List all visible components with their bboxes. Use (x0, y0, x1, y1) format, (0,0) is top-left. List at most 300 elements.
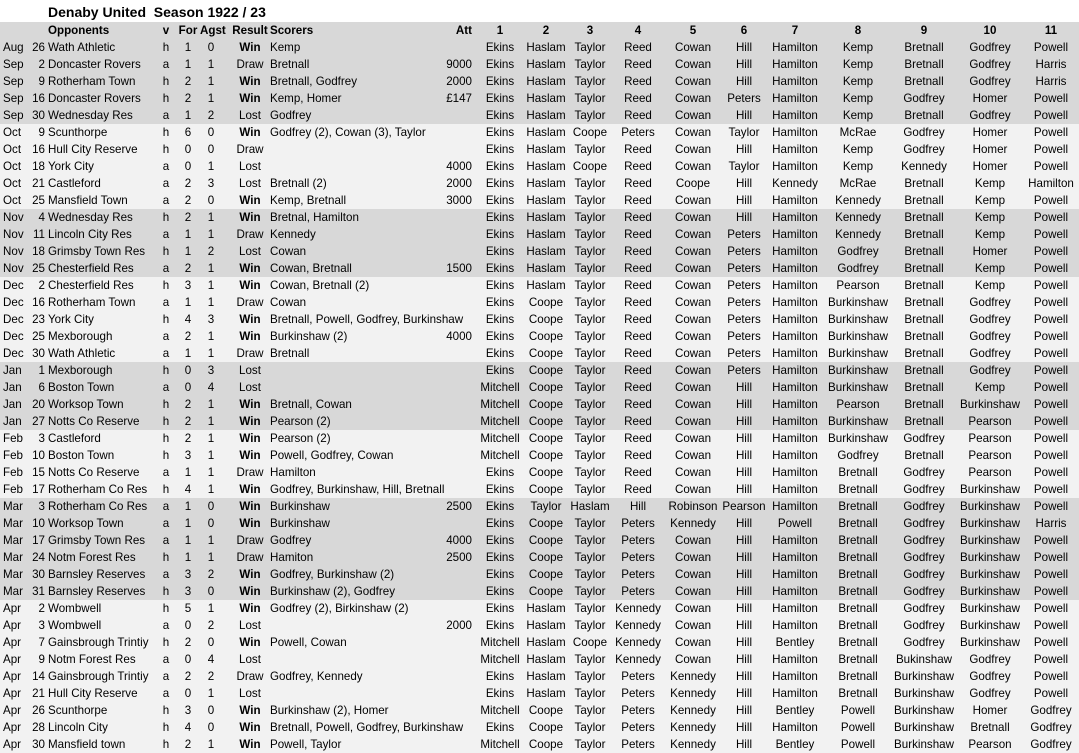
cell-attendance: 2500 (446, 551, 472, 564)
cell-opponent: Wednesday Res (48, 211, 133, 224)
cell-day: 9 (38, 653, 45, 666)
cell-player-3: Taylor (574, 602, 606, 615)
table-row (0, 362, 1079, 379)
cell-player-11: Powell (1033, 126, 1069, 139)
cell-month: Nov (3, 262, 24, 275)
cell-player-6: Hill (735, 653, 753, 666)
cell-month: Dec (3, 313, 24, 326)
cell-goals-for: 2 (184, 738, 192, 751)
cell-venue: a (162, 687, 170, 700)
cell-player-9: Godfrey (903, 636, 945, 649)
cell-goals-for: 2 (184, 636, 192, 649)
cell-player-7: Hamilton (772, 721, 818, 734)
cell-player-9: Godfrey (903, 619, 945, 632)
cell-goals-against: 1 (207, 75, 215, 88)
cell-player-6: Peters (727, 228, 761, 241)
cell-player-4: Reed (624, 75, 652, 88)
cell-player-4: Reed (624, 194, 652, 207)
cell-player-9: Bretnall (904, 109, 944, 122)
cell-player-11: Powell (1033, 602, 1069, 615)
cell-player-5: Cowan (674, 534, 712, 547)
cell-player-11: Powell (1033, 653, 1069, 666)
cell-opponent: Grimsby Town Res (48, 534, 146, 547)
cell-result: Win (239, 126, 261, 139)
cell-opponent: Rotherham Town (48, 296, 136, 309)
cell-attendance: 4000 (446, 534, 472, 547)
table-row (0, 532, 1079, 549)
cell-opponent: Rotherham Co Res (48, 500, 148, 513)
cell-month: Jan (3, 415, 22, 428)
cell-player-10: Burkinshaw (960, 398, 1020, 411)
cell-result: Lost (239, 177, 261, 190)
cell-player-8: McRae (839, 126, 877, 139)
cell-player-11: Powell (1033, 534, 1069, 547)
cell-venue: a (162, 466, 170, 479)
cell-result: Draw (236, 347, 264, 360)
cell-scorers: Kemp (270, 41, 301, 54)
cell-player-11: Powell (1033, 211, 1069, 224)
cell-opponent: Mexborough (48, 364, 113, 377)
cell-player-7: Hamilton (772, 245, 818, 258)
cell-player-1: Ekins (485, 41, 515, 54)
table-row (0, 600, 1079, 617)
table-row (0, 56, 1079, 73)
cell-result: Draw (236, 143, 264, 156)
cell-result: Win (239, 262, 261, 275)
cell-player-7: Hamilton (772, 466, 818, 479)
cell-player-9: Bretnall (904, 75, 944, 88)
cell-attendance (430, 566, 472, 583)
cell-opponent: Barnsley Reserves (48, 585, 146, 598)
cell-player-11: Powell (1033, 568, 1069, 581)
cell-player-1: Ekins (485, 143, 515, 156)
cell-goals-against: 1 (207, 415, 215, 428)
cell-month: Apr (3, 738, 22, 751)
cell-venue: a (162, 109, 170, 122)
cell-goals-for: 1 (184, 551, 192, 564)
cell-player-4: Reed (624, 313, 652, 326)
table-row (0, 311, 1079, 328)
cell-player-2: Haslam (526, 602, 566, 615)
cell-player-1: Ekins (485, 330, 515, 343)
cell-venue: a (162, 517, 170, 530)
cell-player-5: Cowan (674, 483, 712, 496)
cell-result: Win (239, 279, 261, 292)
cell-day: 30 (32, 738, 45, 751)
cell-player-1: Ekins (485, 568, 515, 581)
cell-player-2: Coope (528, 483, 564, 496)
cell-scorers: Burkinshaw (2) (270, 330, 348, 343)
cell-attendance: 2500 (446, 500, 472, 513)
cell-player-10: Pearson (968, 466, 1012, 479)
cell-player-11: Powell (1033, 143, 1069, 156)
cell-player-5: Robinson (668, 500, 718, 513)
header-player-4: 4 (634, 24, 642, 37)
cell-month: Nov (3, 228, 24, 241)
cell-player-2: Haslam (526, 670, 566, 683)
cell-player-5: Cowan (674, 109, 712, 122)
cell-player-6: Hill (735, 551, 753, 564)
cell-player-10: Godfrey (969, 653, 1011, 666)
cell-player-2: Haslam (526, 619, 566, 632)
cell-venue: h (162, 211, 170, 224)
cell-goals-against: 0 (207, 585, 215, 598)
cell-player-11: Powell (1033, 398, 1069, 411)
cell-player-1: Ekins (485, 245, 515, 258)
cell-scorers: Hamilton (270, 466, 316, 479)
cell-player-8: Pearson (836, 279, 880, 292)
cell-goals-for: 1 (184, 466, 192, 479)
cell-player-2: Coope (528, 398, 564, 411)
cell-player-6: Hill (735, 585, 753, 598)
cell-player-11: Powell (1033, 109, 1069, 122)
cell-player-4: Reed (624, 483, 652, 496)
cell-player-7: Hamilton (772, 432, 818, 445)
header-player-7: 7 (791, 24, 799, 37)
cell-player-8: McRae (839, 177, 877, 190)
cell-player-3: Taylor (574, 415, 606, 428)
cell-player-6: Hill (735, 41, 753, 54)
cell-goals-for: 6 (184, 126, 192, 139)
table-row (0, 345, 1079, 362)
table-row (0, 447, 1079, 464)
cell-venue: a (162, 58, 170, 71)
cell-player-8: Burkinshaw (828, 432, 888, 445)
cell-result: Win (239, 500, 261, 513)
cell-scorers: Bretnall, Godfrey (270, 75, 357, 88)
cell-player-8: Bretnall (838, 483, 878, 496)
cell-player-2: Haslam (526, 109, 566, 122)
cell-player-1: Ekins (485, 347, 515, 360)
cell-player-8: Bretnall (838, 551, 878, 564)
cell-player-11: Powell (1033, 194, 1069, 207)
cell-player-1: Mitchell (480, 398, 520, 411)
cell-player-4: Kennedy (615, 619, 661, 632)
cell-opponent: Grimsby Town Res (48, 245, 146, 258)
cell-player-5: Cowan (674, 296, 712, 309)
header-row (0, 22, 1079, 39)
header-player-1: 1 (496, 24, 504, 37)
cell-player-6: Hill (735, 415, 753, 428)
cell-player-3: Taylor (574, 432, 606, 445)
cell-player-4: Reed (624, 432, 652, 445)
cell-goals-against: 1 (207, 58, 215, 71)
cell-player-4: Reed (624, 398, 652, 411)
cell-result: Win (239, 568, 261, 581)
cell-player-11: Powell (1033, 41, 1069, 54)
cell-scorers: Godfrey (270, 534, 312, 547)
cell-opponent: Doncaster Rovers (48, 58, 141, 71)
cell-venue: a (162, 330, 170, 343)
table-row (0, 549, 1079, 566)
table-row (0, 481, 1079, 498)
cell-opponent: Hull City Reserve (48, 687, 138, 700)
cell-player-9: Godfrey (903, 551, 945, 564)
header-venue: v (162, 24, 170, 37)
cell-day: 3 (38, 619, 45, 632)
cell-scorers: Hamiton (270, 551, 314, 564)
cell-player-3: Coope (572, 126, 608, 139)
cell-player-5: Cowan (674, 160, 712, 173)
cell-result: Win (239, 517, 261, 530)
cell-player-4: Kennedy (615, 653, 661, 666)
cell-player-8: Kemp (842, 160, 874, 173)
cell-attendance (430, 243, 472, 260)
cell-player-2: Coope (528, 568, 564, 581)
cell-attendance (430, 464, 472, 481)
cell-scorers: Godfrey, Burkinshaw, Hill, Bretnall (270, 483, 445, 496)
cell-goals-against: 1 (207, 432, 215, 445)
cell-player-10: Homer (972, 704, 1008, 717)
cell-day: 11 (32, 228, 45, 241)
cell-attendance: 2000 (446, 177, 472, 190)
cell-player-10: Homer (972, 245, 1008, 258)
cell-player-6: Peters (727, 347, 761, 360)
cell-player-1: Ekins (485, 500, 515, 513)
cell-goals-against: 0 (207, 704, 215, 717)
cell-day: 2 (38, 602, 45, 615)
cell-player-9: Bretnall (904, 449, 944, 462)
cell-player-4: Reed (624, 381, 652, 394)
header-goals-against: Agst (200, 24, 226, 37)
cell-goals-against: 0 (207, 126, 215, 139)
cell-player-9: Bretnall (904, 364, 944, 377)
cell-month: Apr (3, 721, 22, 734)
header-player-5: 5 (689, 24, 697, 37)
cell-goals-for: 4 (184, 721, 192, 734)
cell-player-5: Cowan (674, 449, 712, 462)
cell-day: 16 (32, 143, 45, 156)
cell-player-1: Ekins (485, 160, 515, 173)
cell-player-7: Hamilton (772, 551, 818, 564)
cell-player-5: Cowan (674, 194, 712, 207)
cell-attendance (430, 583, 472, 600)
cell-result: Lost (239, 653, 261, 666)
cell-goals-against: 2 (207, 245, 215, 258)
cell-opponent: Notts Co Reserve (48, 466, 140, 479)
cell-result: Win (239, 738, 261, 751)
cell-player-4: Reed (624, 41, 652, 54)
cell-month: Sep (3, 75, 24, 88)
cell-player-6: Hill (735, 483, 753, 496)
cell-player-4: Peters (621, 687, 655, 700)
cell-scorers: Bretnal, Hamilton (270, 211, 359, 224)
header-player-9: 9 (920, 24, 928, 37)
cell-player-6: Peters (727, 296, 761, 309)
cell-player-1: Ekins (485, 670, 515, 683)
cell-player-9: Godfrey (903, 517, 945, 530)
cell-player-10: Godfrey (969, 296, 1011, 309)
cell-result: Win (239, 330, 261, 343)
cell-attendance (430, 277, 472, 294)
cell-result: Lost (239, 109, 261, 122)
cell-player-2: Coope (528, 432, 564, 445)
table-row (0, 243, 1079, 260)
cell-player-6: Hill (735, 704, 753, 717)
cell-player-7: Hamilton (772, 585, 818, 598)
table-row (0, 277, 1079, 294)
cell-goals-against: 1 (207, 534, 215, 547)
cell-day: 7 (38, 636, 45, 649)
cell-attendance: 3000 (446, 194, 472, 207)
cell-scorers: Kemp, Bretnall (270, 194, 347, 207)
cell-day: 6 (38, 381, 45, 394)
cell-goals-for: 0 (184, 160, 192, 173)
cell-player-6: Hill (735, 432, 753, 445)
cell-player-9: Bretnall (904, 262, 944, 275)
cell-player-2: Haslam (526, 75, 566, 88)
cell-goals-for: 1 (184, 109, 192, 122)
cell-result: Win (239, 602, 261, 615)
table-row (0, 702, 1079, 719)
cell-goals-against: 0 (207, 194, 215, 207)
cell-result: Win (239, 415, 261, 428)
cell-player-10: Godfrey (969, 41, 1011, 54)
cell-player-1: Mitchell (480, 738, 520, 751)
cell-player-4: Reed (624, 296, 652, 309)
cell-opponent: Castleford (48, 432, 101, 445)
cell-goals-for: 0 (184, 381, 192, 394)
cell-player-2: Haslam (526, 177, 566, 190)
cell-player-5: Kennedy (670, 704, 716, 717)
cell-player-7: Hamilton (772, 194, 818, 207)
cell-player-3: Taylor (574, 449, 606, 462)
cell-day: 21 (32, 177, 45, 190)
cell-venue: h (162, 398, 170, 411)
cell-goals-for: 3 (184, 568, 192, 581)
cell-player-3: Taylor (574, 551, 606, 564)
cell-opponent: York City (48, 313, 94, 326)
cell-month: Apr (3, 704, 22, 717)
cell-player-2: Coope (528, 330, 564, 343)
cell-player-8: Bretnall (838, 619, 878, 632)
cell-player-8: Godfrey (837, 262, 879, 275)
cell-opponent: Scunthorpe (48, 126, 108, 139)
cell-player-10: Kemp (974, 228, 1006, 241)
cell-player-11: Godfrey (1030, 738, 1072, 751)
cell-player-3: Taylor (574, 568, 606, 581)
cell-player-3: Taylor (574, 279, 606, 292)
cell-month: Dec (3, 279, 24, 292)
cell-player-5: Cowan (674, 653, 712, 666)
cell-attendance: 1500 (446, 262, 472, 275)
cell-player-11: Powell (1033, 500, 1069, 513)
cell-player-4: Peters (621, 738, 655, 751)
table-row (0, 260, 1079, 277)
cell-player-8: Godfrey (837, 449, 879, 462)
cell-day: 21 (32, 687, 45, 700)
cell-month: Mar (3, 534, 23, 547)
cell-player-6: Hill (735, 687, 753, 700)
cell-player-7: Hamilton (772, 262, 818, 275)
cell-month: Apr (3, 670, 22, 683)
cell-opponent: Barnsley Reserves (48, 568, 146, 581)
cell-player-10: Burkinshaw (960, 568, 1020, 581)
cell-player-9: Bretnall (904, 381, 944, 394)
cell-day: 25 (32, 194, 45, 207)
cell-month: Jan (3, 398, 22, 411)
cell-goals-for: 1 (184, 245, 192, 258)
cell-player-8: Burkinshaw (828, 313, 888, 326)
cell-player-2: Haslam (526, 687, 566, 700)
cell-opponent: Gainsbrough Trintiy (48, 670, 149, 683)
cell-attendance (430, 430, 472, 447)
cell-day: 28 (32, 721, 45, 734)
cell-venue: a (162, 347, 170, 360)
cell-day: 23 (32, 313, 45, 326)
cell-scorers: Cowan, Bretnall (270, 262, 352, 275)
cell-player-11: Powell (1033, 619, 1069, 632)
cell-player-8: Burkinshaw (828, 330, 888, 343)
cell-player-8: Bretnall (838, 670, 878, 683)
cell-player-8: Kemp (842, 109, 874, 122)
cell-player-7: Hamilton (772, 58, 818, 71)
table-row (0, 73, 1079, 90)
cell-player-8: Bretnall (838, 585, 878, 598)
cell-player-11: Powell (1033, 296, 1069, 309)
cell-goals-for: 2 (184, 670, 192, 683)
cell-player-4: Peters (621, 568, 655, 581)
cell-goals-against: 2 (207, 619, 215, 632)
cell-player-9: Godfrey (903, 143, 945, 156)
cell-player-10: Burkinshaw (960, 551, 1020, 564)
cell-player-11: Powell (1033, 449, 1069, 462)
cell-player-1: Ekins (485, 296, 515, 309)
cell-attendance (430, 107, 472, 124)
cell-player-1: Mitchell (480, 653, 520, 666)
cell-day: 16 (32, 92, 45, 105)
cell-day: 24 (32, 551, 45, 564)
cell-player-3: Taylor (574, 330, 606, 343)
cell-player-6: Hill (735, 143, 753, 156)
cell-player-4: Reed (624, 330, 652, 343)
cell-player-9: Burkinshaw (894, 738, 954, 751)
cell-month: Dec (3, 347, 24, 360)
cell-player-9: Bretnall (904, 279, 944, 292)
cell-player-4: Reed (624, 245, 652, 258)
cell-result: Win (239, 704, 261, 717)
cell-attendance (430, 634, 472, 651)
header-month (3, 22, 25, 39)
cell-player-5: Cowan (674, 568, 712, 581)
cell-player-4: Peters (621, 704, 655, 717)
cell-goals-for: 1 (184, 228, 192, 241)
cell-player-5: Cowan (674, 585, 712, 598)
cell-venue: a (162, 381, 170, 394)
cell-day: 26 (32, 41, 45, 54)
cell-attendance (430, 515, 472, 532)
cell-month: Sep (3, 109, 24, 122)
cell-day: 2 (38, 279, 45, 292)
cell-player-9: Burkinshaw (894, 670, 954, 683)
cell-player-10: Homer (972, 92, 1008, 105)
cell-goals-against: 1 (207, 483, 215, 496)
cell-venue: a (162, 534, 170, 547)
cell-player-7: Hamilton (772, 364, 818, 377)
cell-player-8: Powell (840, 704, 876, 717)
cell-result: Win (239, 75, 261, 88)
table-row (0, 617, 1079, 634)
cell-player-4: Peters (621, 670, 655, 683)
cell-player-1: Ekins (485, 585, 515, 598)
cell-opponent: Worksop Town (48, 398, 124, 411)
cell-player-9: Bretnall (904, 228, 944, 241)
cell-attendance (430, 668, 472, 685)
cell-scorers: Godfrey (270, 109, 312, 122)
cell-month: Oct (3, 160, 22, 173)
cell-goals-for: 0 (184, 687, 192, 700)
table-row (0, 583, 1079, 600)
